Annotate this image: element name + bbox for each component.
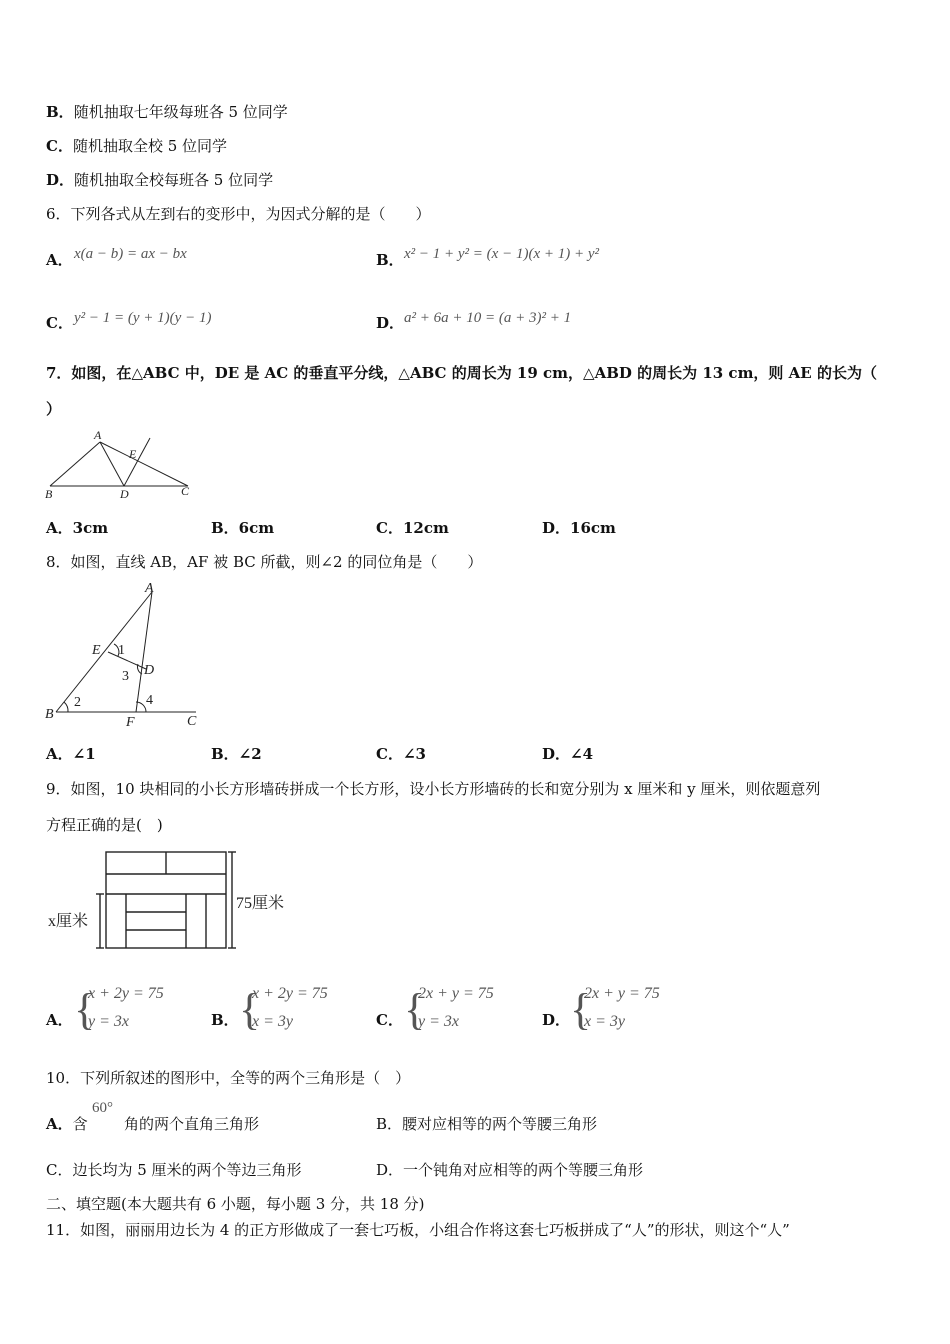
q9-label-x-cm: x厘米 [48, 913, 89, 930]
q10-option-b: B．腰对应相等的两个等腰三角形 [376, 1115, 598, 1133]
q10-option-a-label: A． [46, 1115, 73, 1133]
q9-option-c-eq1: 2x + y = 75 [418, 985, 494, 1002]
q7-label-a: A [94, 428, 102, 442]
q8-angle-2: 2 [74, 695, 81, 710]
q5-option-d-text: 随机抽取全校每班各 5 位同学 [74, 171, 274, 189]
q9-brick-figure [44, 846, 294, 958]
q9-stem: 9．如图，10 块相同的小长方形墙砖拼成一个长方形，设小长方形墙砖的长和宽分别为 x 厘米和 y 厘米，则依题意列 [46, 780, 821, 798]
q8-option-c: C．∠3 [376, 745, 426, 763]
q10-option-a-pre: 含 [72, 1115, 88, 1133]
q8-label-b: B [45, 707, 54, 722]
q9-option-a-brace: { [74, 985, 96, 1034]
q8-label-f: F [126, 715, 135, 730]
q6-option-b-label: B． [376, 251, 404, 269]
q7-label-c: C [181, 484, 190, 498]
q8-option-d: D．∠4 [542, 745, 594, 763]
q9-option-b-label: B． [211, 1011, 239, 1029]
q8-label-a: A [145, 581, 154, 596]
q9-option-d-eq1: 2x + y = 75 [584, 985, 660, 1002]
q8-label-c: C [187, 714, 197, 729]
q5-option-d-label: D． [46, 171, 75, 189]
q10-stem: 10．下列所叙述的图形中，全等的两个三角形是（ ） [46, 1069, 411, 1087]
q11-stem: 11．如图，丽丽用边长为 4 的正方形做成了一套七巧板，小组合作将这套七巧板拼成了“人”的形状，则这个“人” [46, 1221, 790, 1239]
q9-option-a-eq2: y = 3x [88, 1013, 129, 1030]
q5-option-c-label: C． [46, 137, 73, 155]
q9-option-d-label: D． [542, 1011, 571, 1029]
q9-stem-end: 方程正确的是( ) [46, 816, 163, 834]
q9-label-75-cm: 75厘米 [236, 895, 285, 912]
q5-option-c-text: 随机抽取全校 5 位同学 [72, 137, 228, 155]
q6-option-a [46, 250, 73, 270]
q8-figure [44, 578, 204, 732]
q7-label-e: E [129, 447, 137, 461]
q6-stem: 6．下列各式从左到右的变形中，为因式分解的是（ ） [46, 205, 431, 223]
q6-option-a-math: x(a − b) = ax − bx [74, 246, 187, 262]
q8-option-a: A．∠1 [46, 745, 96, 763]
q5-option-b-text: 随机抽取七年级每班各 5 位同学 [73, 103, 288, 121]
q7-option-c: C．12cm [376, 519, 449, 537]
q6-option-d [376, 313, 404, 333]
q9-option-d-brace: { [570, 985, 592, 1034]
q6-option-c-label: C． [46, 314, 73, 332]
q6-option-a-label: A． [46, 251, 73, 269]
q7-triangle-figure [44, 428, 192, 502]
q5-option-c [46, 136, 227, 156]
q8-angle-4: 4 [146, 693, 153, 708]
q6-option-d-label: D． [376, 314, 405, 332]
q8-stem: 8．如图，直线 AB，AF 被 BC 所截，则∠2 的同位角是（ ） [46, 553, 483, 571]
q9-option-b-brace: { [239, 985, 261, 1034]
q9-option-a-label: A． [46, 1011, 73, 1029]
section-2-heading: 二、填空题(本大题共有 6 小题，每小题 3 分，共 18 分) [46, 1195, 425, 1213]
q9-option-b-eq1: x + 2y = 75 [252, 985, 328, 1002]
q8-label-d: D [144, 663, 155, 678]
q7-option-a: A．3cm [46, 519, 109, 537]
q10-option-a-post: 角的两个直角三角形 [124, 1115, 260, 1133]
q9-option-a-eq1: x + 2y = 75 [88, 985, 164, 1002]
q5-option-b [46, 102, 288, 122]
q9-option-b-eq2: x = 3y [252, 1013, 293, 1030]
q5-option-b-label: B． [46, 103, 74, 121]
q8-label-e: E [92, 643, 101, 658]
q8-option-b: B．∠2 [211, 745, 262, 763]
q8-angle-3: 3 [122, 669, 129, 684]
q6-option-c [46, 313, 73, 333]
q6-option-c-math: y² − 1 = (y + 1)(y − 1) [74, 310, 212, 326]
q7-stem-end: ） [46, 400, 62, 418]
q5-option-d [46, 170, 273, 190]
q10-option-d: D．一个钝角对应相等的两个等腰三角形 [376, 1161, 644, 1179]
q10-option-c: C．边长均为 5 厘米的两个等边三角形 [46, 1161, 302, 1179]
q9-option-d-eq2: x = 3y [584, 1013, 625, 1030]
q7-label-b: B [45, 487, 53, 501]
q9-option-c-eq2: y = 3x [418, 1013, 459, 1030]
q7-option-b: B．6cm [211, 519, 275, 537]
q6-option-d-math: a² + 6a + 10 = (a + 3)² + 1 [404, 310, 572, 326]
q7-label-d: D [120, 487, 129, 501]
q7-option-d: D．16cm [542, 519, 616, 537]
q6-option-b-math: x² − 1 + y² = (x − 1)(x + 1) + y² [404, 246, 599, 262]
q9-option-c-brace: { [404, 985, 426, 1034]
q7-stem: 7．如图，在△ABC 中，DE 是 AC 的垂直平分线，△ABC 的周长为 19 cm，△ABD 的周长为 13 cm，则 AE 的长为（ [46, 364, 877, 382]
q8-angle-1: 1 [118, 643, 125, 658]
q6-option-b [376, 250, 404, 270]
q9-option-c-label: C． [376, 1011, 403, 1029]
q10-option-a-degree: 60° [92, 1100, 113, 1116]
q10-option-a [46, 1114, 88, 1134]
